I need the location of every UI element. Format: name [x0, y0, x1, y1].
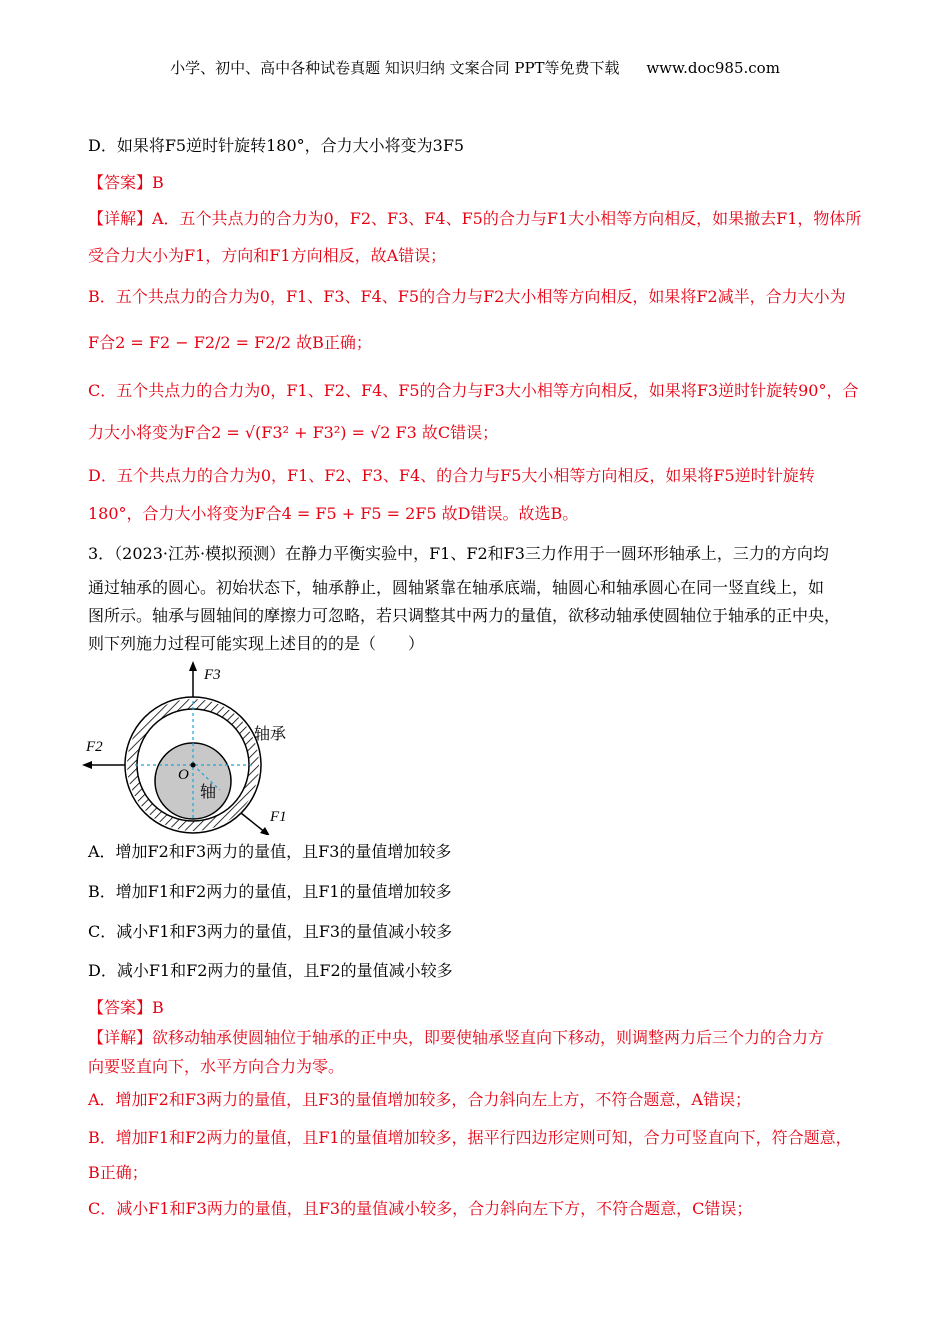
q2-detail-a-2: 受合力大小为F1，方向和F1方向相反，故A错误； — [88, 246, 447, 265]
q2-detail-c-1: C．五个共点力的合力为0，F1、F2、F4、F5的合力与F3大小相等方向相反，如果将F3逆时针旋转90°，合 — [88, 381, 859, 400]
label-shaft: 轴 — [200, 782, 217, 801]
q3-option-b: B．增加F1和F2两力的量值，且F1的量值增加较多 — [88, 882, 452, 901]
q3-option-a: A．增加F2和F3两力的量值，且F3的量值增加较多 — [88, 842, 452, 861]
q3-option-d: D．减小F1和F2两力的量值，且F2的量值减小较多 — [88, 961, 453, 980]
q3-detail-b-2: B正确； — [88, 1163, 148, 1182]
q3-stem-line-2: 通过轴承的圆心。初始状态下，轴承静止，圆轴紧靠在轴承底端，轴圆心和轴承圆心在同一竖直线上，如 — [88, 578, 825, 597]
q3-stem-line-4: 则下列施力过程可能实现上述目的的是（ ） — [88, 634, 425, 653]
f2-arrowhead — [82, 761, 92, 769]
q3-detail-c: C．减小F1和F3两力的量值，且F3的量值减小较多，合力斜向左下方，不符合题意，C错误； — [88, 1199, 753, 1218]
q2-option-d: D．如果将F5逆时针旋转180°，合力大小将变为3F5 — [88, 136, 465, 155]
header-text: 小学、初中、高中各种试卷真题 知识归纳 文案合同 PPT等免费下载 — [170, 59, 620, 77]
label-o: O — [178, 767, 189, 783]
f3-arrowhead — [189, 661, 197, 671]
q2-detail-d-1: D．五个共点力的合力为0，F1、F2、F3、F4、的合力与F5大小相等方向相反，如果将F5逆时针旋转 — [88, 466, 815, 485]
q3-detail-line-2: 向要竖直向下，水平方向合力为零。 — [88, 1057, 345, 1076]
q3-stem-line-1: 3．（2023·江苏·模拟预测）在静力平衡实验中，F1、F2和F3三力作用于一圆环形轴承上，三力的方向均 — [88, 544, 829, 563]
bearing-figure — [80, 655, 310, 835]
page-header — [0, 57, 950, 78]
f1-arrow — [241, 813, 266, 833]
f1-arrowhead — [260, 827, 270, 835]
q3-detail-b-1: B．增加F1和F2两力的量值，且F1的量值增加较多，据平行四边形定则可知，合力可竖直向下，符合题意， — [88, 1128, 852, 1147]
q2-detail-b-1: B．五个共点力的合力为0，F1、F3、F4、F5的合力与F2大小相等方向相反，如果将F2减半，合力大小为 — [88, 287, 846, 306]
label-f1: F1 — [270, 809, 287, 825]
q3-option-c: C．减小F1和F3两力的量值，且F3的量值减小较多 — [88, 922, 453, 941]
q2-answer: 【答案】B — [88, 173, 164, 192]
label-f2: F2 — [86, 739, 103, 755]
q3-detail-line-1: 【详解】欲移动轴承使圆轴位于轴承的正中央，即要使轴承竖直向下移动，则调整两力后三个力的合力方 — [88, 1028, 825, 1047]
q2-detail-d-2: 180°，合力大小将变为F合4 = F5 + F5 = 2F5 故D错误。故选B。 — [88, 504, 579, 523]
q3-answer: 【答案】B — [88, 998, 164, 1017]
q3-stem-line-3: 图所示。轴承与圆轴间的摩擦力可忽略，若只调整其中两力的量值，欲移动轴承使圆轴位于轴承的正中央， — [88, 606, 841, 625]
q2-detail-a-1: 【详解】A．五个共点力的合力为0，F2、F3、F4、F5的合力与F1大小相等方向相反，如果撤去F1，物体所 — [88, 209, 862, 228]
header-url[interactable]: www.doc985.com — [646, 59, 780, 77]
center-point — [191, 763, 196, 768]
label-f3: F3 — [204, 667, 221, 683]
q2-detail-c-2: 力大小将变为F合2 = √(F3² + F3²) = √2 F3 故C错误； — [88, 423, 499, 442]
label-bearing: 轴承 — [254, 724, 287, 743]
q2-detail-b-2: F合2 = F2 − F2/2 = F2/2 故B正确； — [88, 333, 372, 352]
q3-detail-a: A．增加F2和F3两力的量值，且F3的量值增加较多，合力斜向左上方，不符合题意，A错误； — [88, 1090, 751, 1109]
